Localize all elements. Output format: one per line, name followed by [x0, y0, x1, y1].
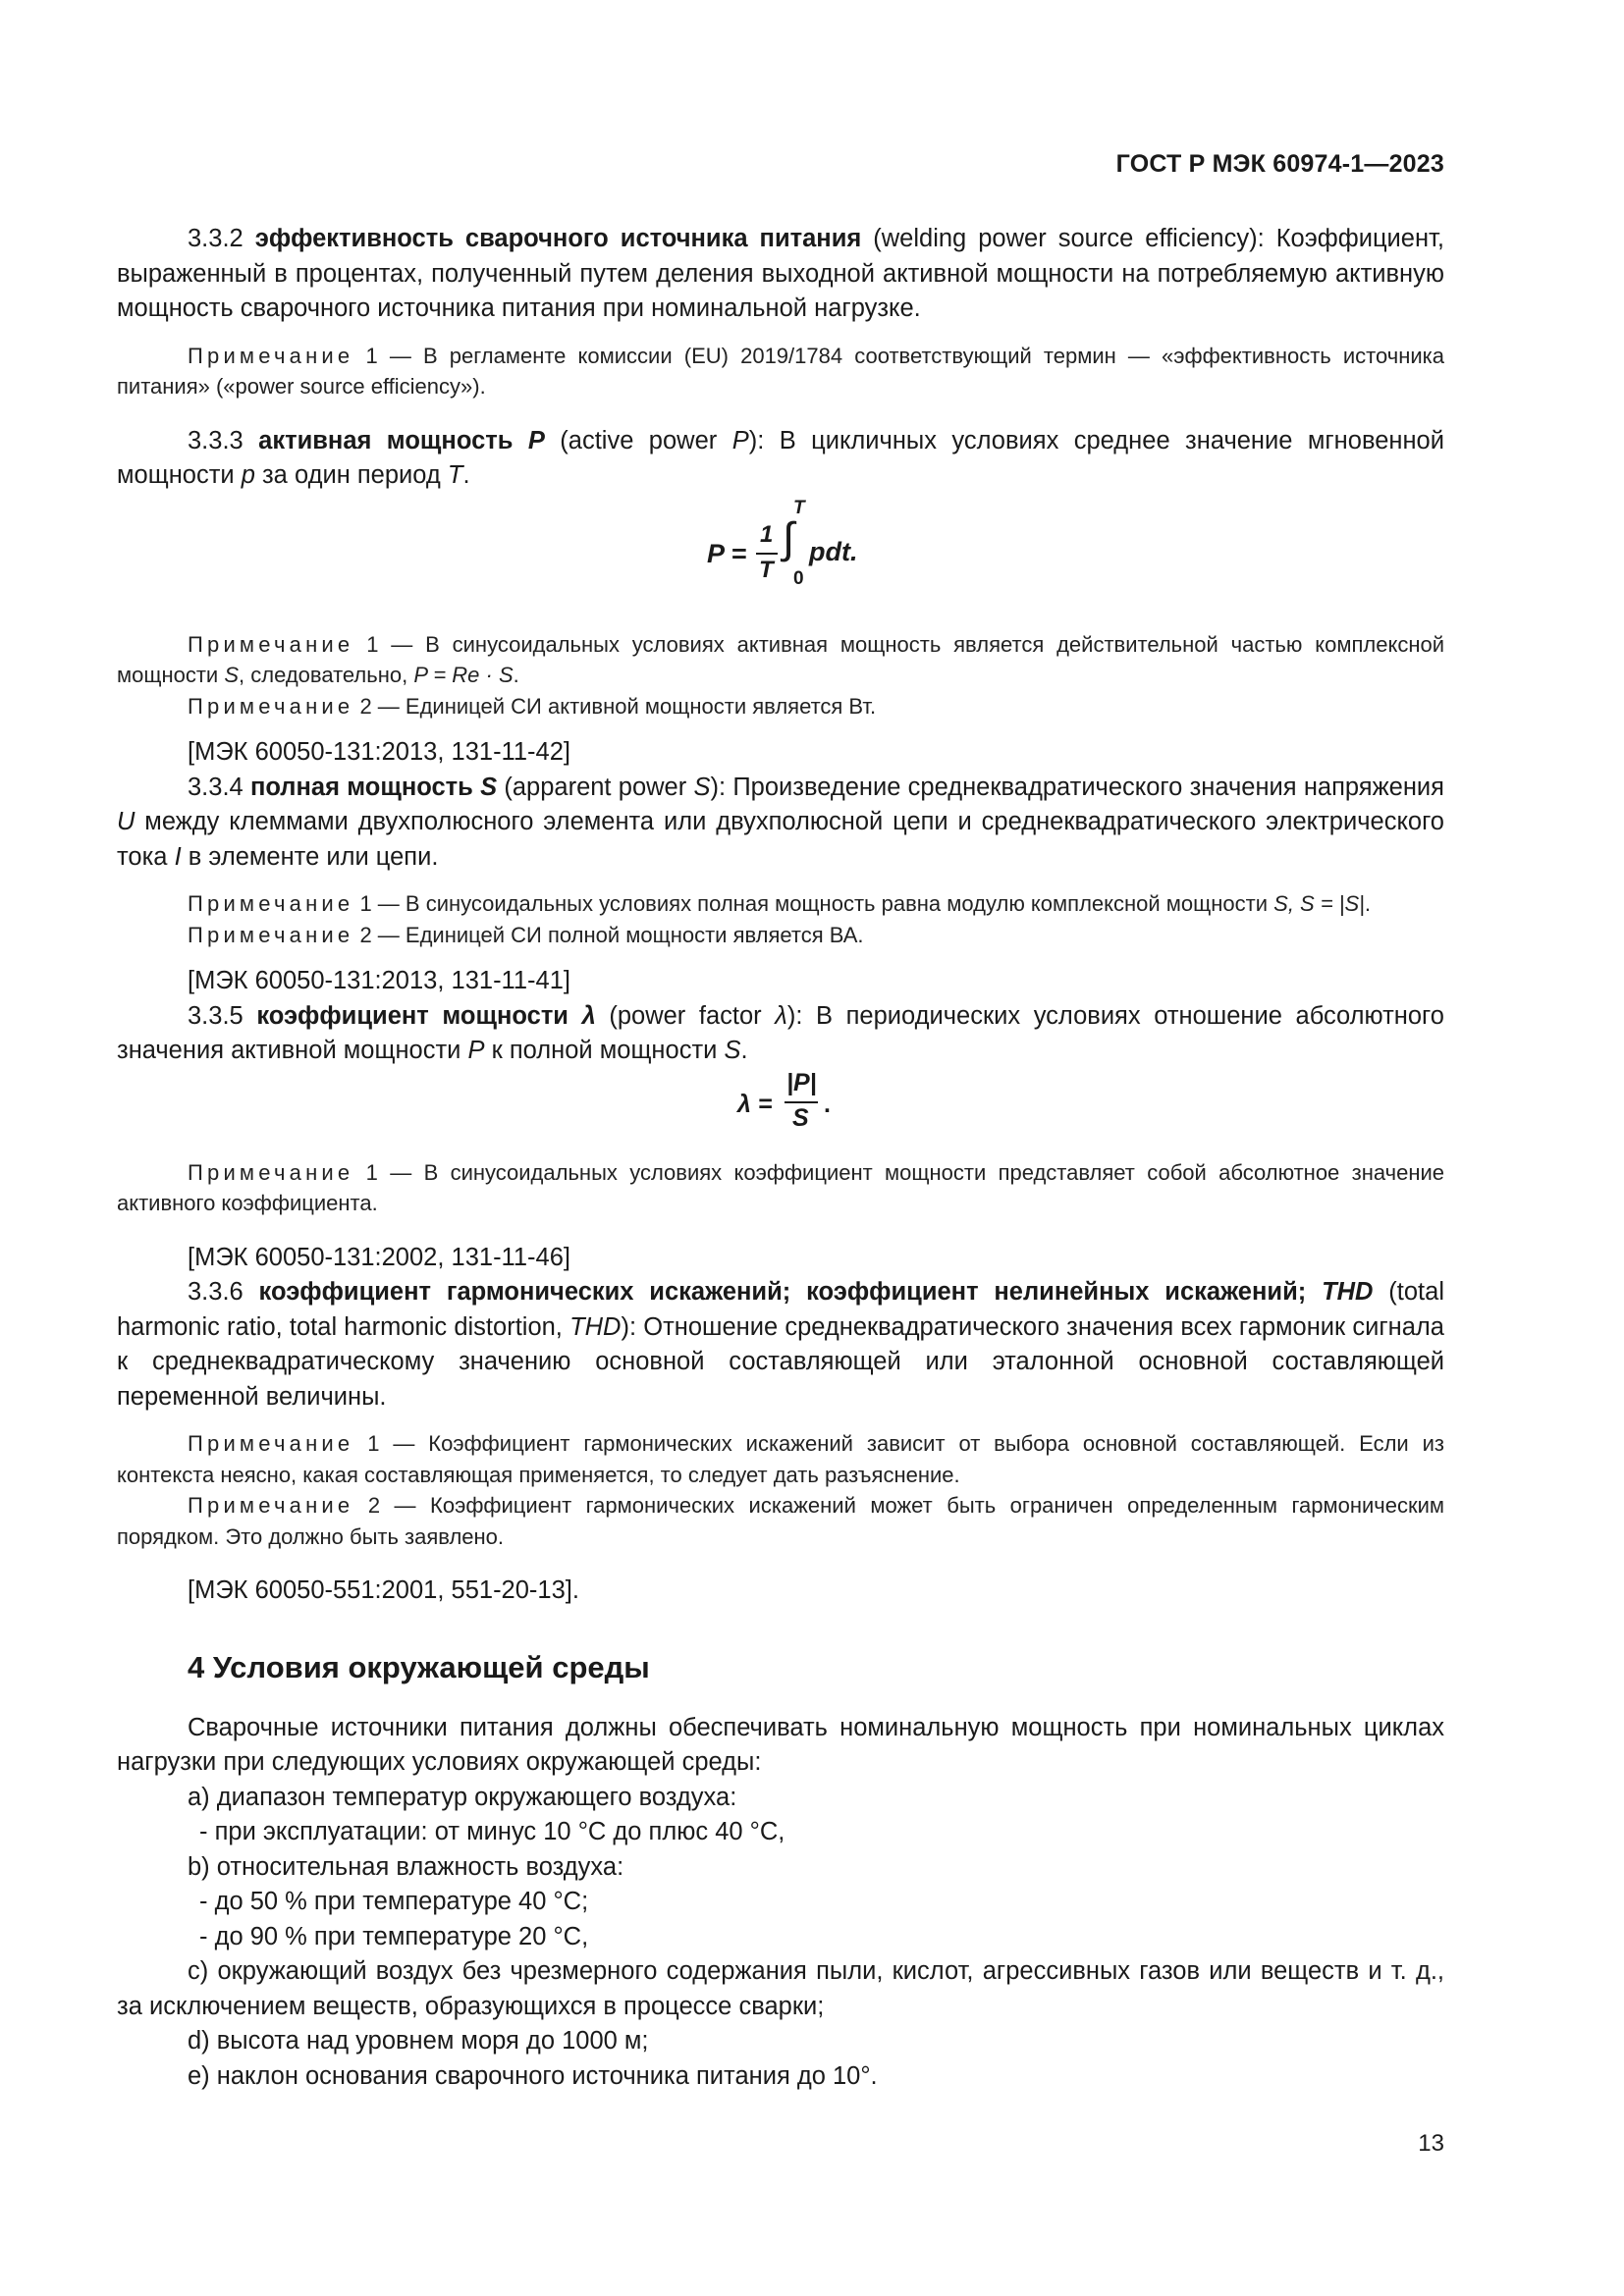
- definition-text: (total harmonic ratio, total harmonic distortion,: [117, 1278, 1444, 1341]
- note-label: Примечание: [188, 922, 354, 947]
- note-3-3-3-2: [117, 691, 1444, 722]
- definition-text: ): Произведение среднеквадратического значения напряжения: [710, 773, 1444, 801]
- note-text: 1 — В синусоидальных условиях активная мощность является действительной частью комплексной мощности: [117, 631, 1444, 687]
- formula-denominator: T: [759, 556, 774, 583]
- note-3-3-4-2: [117, 920, 1444, 951]
- note-text: 1 — В синусоидальных условиях коэффициент мощности представляет собой абсолютное значение активного коэффициента.: [117, 1159, 1444, 1215]
- definition-3-3-2: [117, 222, 1444, 327]
- definition-text: .: [740, 1037, 748, 1064]
- condition-e: e) наклон основания сварочного источника питания до 10°.: [188, 2061, 878, 2090]
- condition-b-1: - до 50 % при температуре 40 °С;: [199, 1888, 589, 1915]
- symbol: U: [117, 808, 135, 835]
- note-3-3-5-1: [117, 1157, 1444, 1219]
- integral-lower-limit: 0: [793, 567, 804, 589]
- definition-text: за один период: [254, 461, 448, 489]
- note-label: Примечание: [188, 891, 354, 916]
- definition-text: ): В цикличных условиях среднее значение мгновенной мощности: [117, 426, 1444, 489]
- definition-text: (power factor: [595, 1001, 776, 1030]
- clause-number: 3.3.2: [188, 225, 255, 252]
- reference-3-3-6: [МЭК 60050-551:2001, 551-20-13].: [188, 1576, 579, 1604]
- document-code-header: ГОСТ Р МЭК 60974-1—2023: [1115, 150, 1444, 178]
- symbol: THD: [1322, 1278, 1374, 1306]
- condition-b-2: - до 90 % при температуре 20 °С,: [199, 1922, 589, 1950]
- symbol: P: [731, 426, 749, 454]
- note-text: 1 — Коэффициент гармонических искажений зависит от выбора основной составляющей. Если из контекста неясно, какая составляющая применяется, то следует дать разъяснение.: [117, 1431, 1444, 1487]
- term: коэффициент гармонических искажений; коэффициент нелинейных искажений;: [258, 1278, 1323, 1306]
- symbol: λ: [581, 1001, 596, 1030]
- condition-a-1: - при эксплуатации: от минус 10 °С до плюс 40 °С,: [199, 1818, 785, 1845]
- note-label: Примечание: [188, 1493, 354, 1518]
- note-label: Примечание: [188, 343, 354, 368]
- symbol: λ: [775, 1001, 787, 1030]
- symbol: p: [241, 461, 255, 489]
- definition-text: между клеммами двухполюсного элемента или двухполюсной цепи и среднеквадратического электрического тока: [117, 808, 1444, 871]
- symbol: THD: [569, 1312, 622, 1341]
- definition-3-3-5: [117, 999, 1444, 1069]
- definition-text: ): Отношение среднеквадратического значения всех гармоник сигнала к среднеквадратическому значению основной составляющей или эталонной основной составляющей переменной величины.: [117, 1312, 1444, 1411]
- note-3-3-3-1: [117, 629, 1444, 691]
- note-text: 2 — Коэффициент гармонических искажений может быть ограничен определенным гармоническим порядком. Это должно быть заявлено.: [117, 1493, 1444, 1549]
- note-label: Примечание: [188, 1431, 354, 1456]
- reference-3-3-3: [МЭК 60050-131:2013, 131-11-42]: [188, 738, 570, 766]
- note-label: Примечание: [188, 693, 354, 719]
- definition-text: (welding power source efficiency): Коэффициент, выраженный в процентах, полученный путем деления выходной активной мощности на потребляемую активную мощность сварочного источника питания при номинальной нагрузке.: [117, 225, 1444, 322]
- reference-3-3-5: [МЭК 60050-131:2002, 131-11-46]: [188, 1243, 570, 1271]
- symbol: S: [724, 1037, 741, 1064]
- note-text: 2 — Единицей СИ активной мощности является Вт.: [353, 693, 877, 719]
- symbol: S: [224, 663, 240, 687]
- clause-number: 3.3.4: [188, 773, 250, 801]
- page-number: 13: [1418, 2130, 1444, 2157]
- section-4-intro: Сварочные источники питания должны обеспечивать номинальную мощность при номинальных циклах нагрузки при следующих условиях окружающей среды:: [117, 1713, 1444, 1776]
- formula-lhs: P =: [707, 538, 747, 568]
- fraction-bar: [785, 1101, 818, 1103]
- clause-number: 3.3.3: [188, 426, 259, 454]
- clause-number: 3.3.5: [188, 1001, 257, 1030]
- integral-sign: ∫: [783, 513, 795, 562]
- formula-lhs: λ =: [737, 1090, 773, 1118]
- note-3-3-4-1: [117, 888, 1444, 920]
- formula-power-factor: [117, 1069, 1444, 1140]
- term: коэффициент мощности: [256, 1001, 582, 1030]
- condition-a: a) диапазон температур окружающего воздуха:: [188, 1783, 737, 1811]
- note-text: 1 — В регламенте комиссии (EU) 2019/1784 соответствующий термин — «эффективность источника питания» («power source efficiency»).: [117, 343, 1444, 399]
- symbol: P: [467, 1037, 485, 1064]
- formula-denominator: S: [792, 1103, 809, 1132]
- definition-text: (apparent power: [497, 773, 694, 801]
- document-body: [117, 222, 1444, 2094]
- integral-upper-limit: T: [793, 497, 805, 518]
- note-label: Примечание: [188, 631, 354, 657]
- definition-text: ): В периодических условиях отношение абсолютного значения активной мощности: [117, 1001, 1444, 1064]
- condition-d: d) высота над уровнем моря до 1000 м;: [188, 2027, 649, 2055]
- note-text: 2 — Единицей СИ полной мощности является ВА.: [353, 922, 864, 947]
- section-4-title: 4 Условия окружающей среды: [188, 1649, 650, 1684]
- formula-numerator: |P|: [786, 1068, 817, 1096]
- note-text: .: [513, 663, 519, 687]
- definition-text: в элементе или цепи.: [181, 842, 439, 871]
- formula-active-power: [117, 497, 1444, 610]
- formula-tail: .: [824, 1090, 831, 1118]
- symbol: I: [174, 842, 182, 871]
- symbol: P: [527, 426, 545, 454]
- fraction-bar: [756, 553, 778, 555]
- note-text: 1 — В синусоидальных условиях полная мощность равна модулю комплексной мощности: [353, 891, 1274, 916]
- definition-text: (active power: [544, 426, 732, 454]
- note-text: , следовательно,: [239, 663, 414, 687]
- reference-3-3-4: [МЭК 60050-131:2013, 131-11-41]: [188, 967, 570, 994]
- inline-formula: S, S = |S|: [1273, 891, 1365, 916]
- definition-3-3-6: [117, 1275, 1444, 1415]
- symbol: S: [480, 773, 498, 801]
- definition-3-3-4: [117, 771, 1444, 876]
- symbol: S: [693, 773, 711, 801]
- term: полная мощность: [249, 773, 481, 801]
- definition-text: .: [462, 461, 470, 489]
- note-text: .: [1364, 891, 1372, 916]
- condition-c: c) окружающий воздух без чрезмерного содержания пыли, кислот, агрессивных газов или веществ и т. д., за исключением веществ, образующихся в процессе сварки;: [117, 1957, 1444, 2020]
- definition-text: к полной мощности: [484, 1037, 725, 1064]
- term: эффективность сварочного источника питания: [254, 225, 862, 252]
- term: активная мощность: [258, 426, 528, 454]
- definition-3-3-3: [117, 424, 1444, 494]
- inline-formula: P = Re · S: [413, 663, 514, 687]
- note-3-3-6-2: [117, 1490, 1444, 1552]
- clause-number: 3.3.6: [188, 1278, 259, 1306]
- note-3-3-6-1: [117, 1428, 1444, 1490]
- note-3-3-2-1: [117, 341, 1444, 402]
- formula-numerator: 1: [760, 520, 774, 548]
- symbol: T: [447, 461, 463, 489]
- formula-integrand: pdt.: [809, 536, 858, 566]
- note-label: Примечание: [188, 1159, 354, 1185]
- condition-b: b) относительная влажность воздуха:: [188, 1852, 624, 1881]
